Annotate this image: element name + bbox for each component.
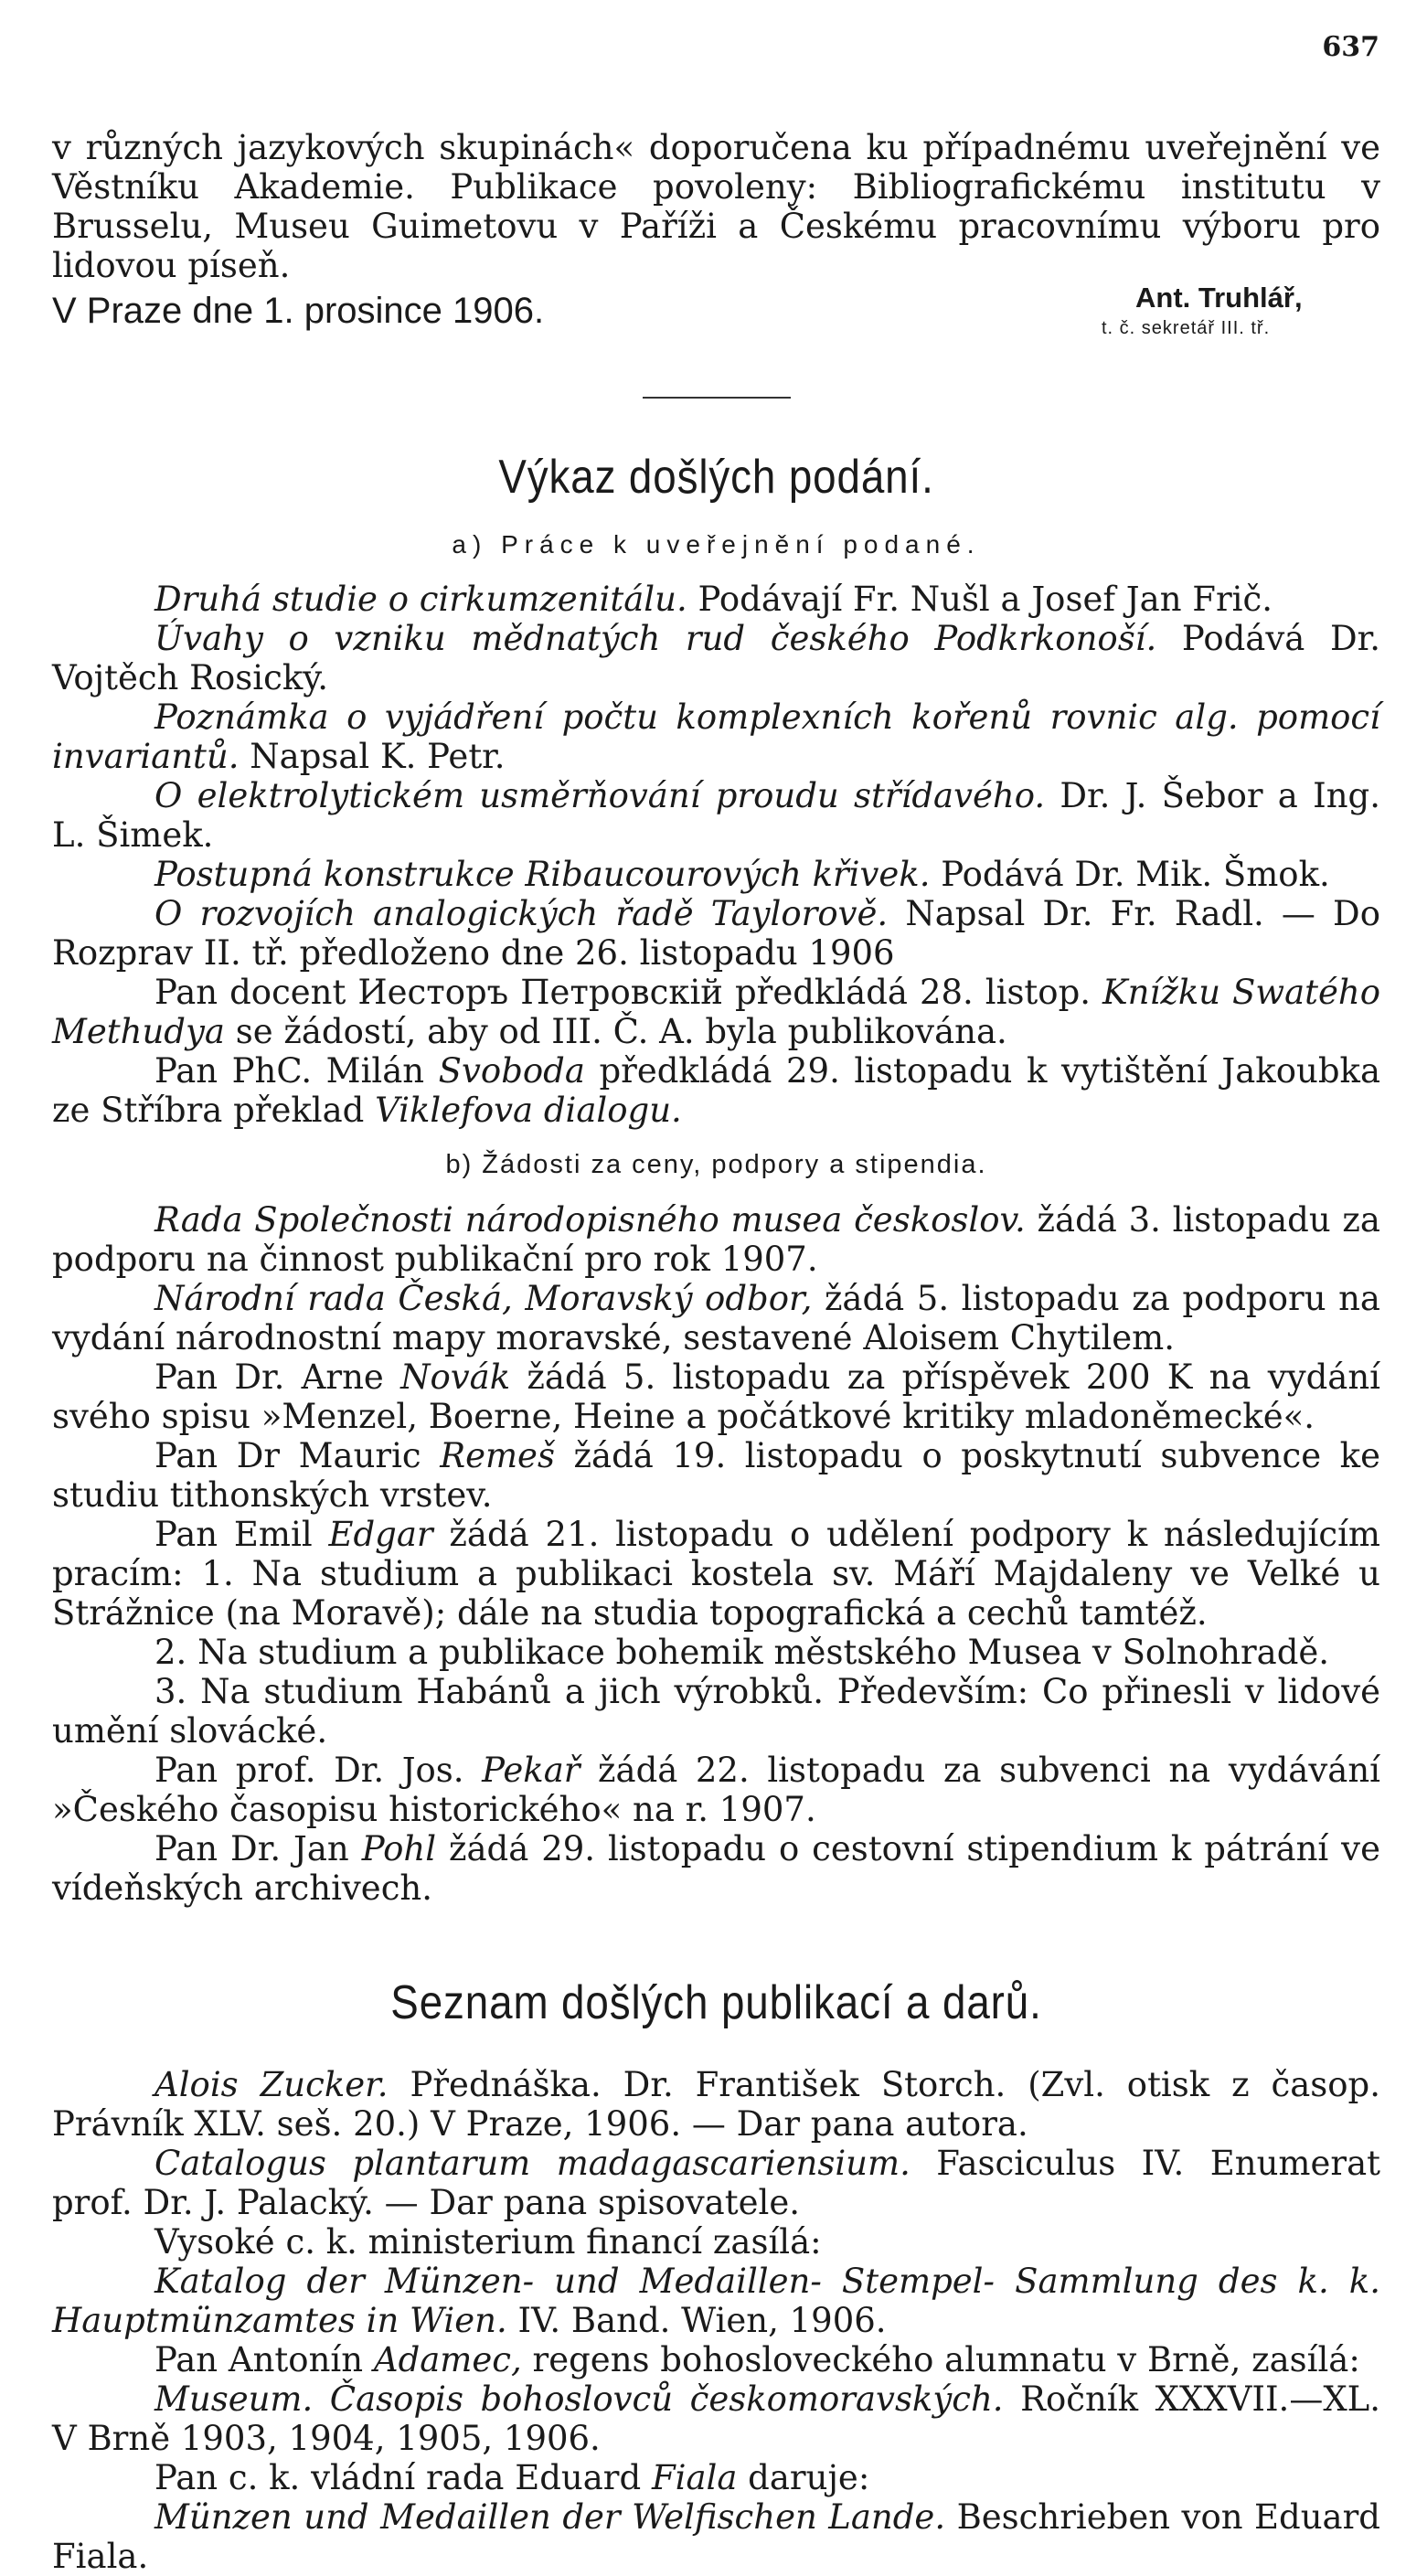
list-item: Pan PhC. Milán Svoboda předkládá 29. listopadu k vytištění Jakoubka ze Stříbra překlad Viklefova dialogu. xyxy=(52,1051,1380,1130)
list-item: Národní rada Česká, Moravský odbor, žádá 5. listopadu za podporu na vydání národnostní mapy moravské, sestavené Aloisem Chytilem. xyxy=(52,1279,1380,1357)
list-item: Druhá studie o cirkumzenitálu. Podávají Fr. Nušl a Josef Jan Frič. xyxy=(154,580,1273,619)
content-column xyxy=(52,128,1380,2576)
list-item: 3. Na studium Habánů a jich výrobků. Především: Co přinesli v lidové umění slovácké. xyxy=(52,1672,1380,1751)
section-title-seznam: Seznam došlých publikací a darů. xyxy=(390,1976,1042,2029)
list-item: Catalogus plantarum madagascariensium. Fasciculus IV. Enumerat prof. Dr. J. Palacký. — Dar pana spisovatele. xyxy=(52,2144,1381,2222)
list-item: O rozvojích analogických řadě Taylorově. Napsal Dr. Fr. Radl. — Do Rozprav II. tř. předloženo dne 26. listopadu 1906 xyxy=(52,894,1380,973)
list-item: Vysoké c. k. ministerium financí zasílá: xyxy=(154,2222,822,2262)
list-item: Pan Dr. Jan Pohl žádá 29. listopadu o cestovní stipendium k pátrání ve vídeňských archivech. xyxy=(52,1829,1380,1908)
subsection-title-b: b) Žádosti za ceny, podpory a stipendia. xyxy=(445,1150,987,1179)
list-item: Pan c. k. vládní rada Eduard Fiala daruje: xyxy=(154,2458,870,2497)
list-item: Rada Společnosti národopisného musea českoslov. žádá 3. listopadu za podporu na činnost publikační pro rok 1907. xyxy=(52,1200,1380,1279)
list-item: Pan Dr Mauric Remeš žádá 19. listopadu o poskytnutí subvence ke studiu tithonských vrstev. xyxy=(52,1436,1381,1515)
list-item: Katalog der Münzen- und Medaillen- Stempel- Sammlung des k. k. Hauptmünzamtes in Wien. IV. Band. Wien, 1906. xyxy=(52,2262,1380,2340)
list-item: 2. Na studium a publikace bohemik městského Musea v Solnohradě. xyxy=(154,1633,1330,1672)
list-item: Pan Dr. Arne Novák žádá 5. listopadu za příspěvek 200 K na vydání svého spisu »Menzel, Boerne, Heine a počátkové kritiky mladoněmecké«. xyxy=(52,1357,1380,1436)
list-item: Münzen und Medaillen der Welfischen Lande. Beschrieben von Eduard Fiala. xyxy=(52,2497,1380,2576)
list-item: Poznámka o vyjádření počtu komplexních kořenů rovnic alg. pomocí invariantů. Napsal K. Petr. xyxy=(52,697,1380,776)
list-item: Pan prof. Dr. Jos. Pekař žádá 22. listopadu za subvenci na vydávání »Českého časopisu historického« na r. 1907. xyxy=(52,1751,1380,1829)
intro-paragraph: v různých jazykových skupinách« doporučena ku případnému uveřejnění ve Věstníku Akademie. Publikace povoleny: Bibliografickému institutu v Brusselu, Museu Guimetovu v Paříži a Českému pracovnímu výboru pro lidovou píseň. xyxy=(52,128,1380,285)
list-item: Úvahy o vzniku mědnatých rud českého Podkrkonoší. Podává Dr. Vojtěch Rosický. xyxy=(52,619,1380,697)
list-item: Alois Zucker. Přednáška. Dr. František Storch. (Zvl. otisk z časop. Právník XLV. seš. 20.) V Praze, 1906. — Dar pana autora. xyxy=(52,2065,1381,2144)
signature-date: V Praze dne 1. prosince 1906. xyxy=(52,291,545,331)
list-item: Postupná konstrukce Ribaucourových křivek. Podává Dr. Mik. Šmok. xyxy=(154,855,1330,894)
list-item: Pan Antonín Adamec, regens bohosloveckého alumnatu v Brně, zasílá: xyxy=(154,2340,1360,2379)
signature-block xyxy=(52,282,1380,346)
subsection-title-a: a) Práce k uveřejnění podané. xyxy=(452,530,981,559)
page-number: 637 xyxy=(1322,31,1379,63)
list-item: Pan docent Иесторъ Петровскій předkládá 28. listop. Knížku Swatého Methudya se žádostí, aby od III. Č. A. byla publikována. xyxy=(52,973,1380,1051)
signature-role: t. č. sekretář III. tř. xyxy=(1102,318,1271,338)
list-item: O elektrolytickém usměrňování proudu střídavého. Dr. J. Šebor a Ing. L. Šimek. xyxy=(52,776,1380,855)
section-title-vykaz: Výkaz došlých podání. xyxy=(498,451,934,504)
list-item: Pan Emil Edgar žádá 21. listopadu o udělení podpory k následujícím pracím: 1. Na studium a publikaci kostela sv. Máří Majdaleny ve Velké u Strážnice (na Moravě); dále na studia topografická a cechů tamtéž. xyxy=(52,1515,1380,1633)
signature-name: Ant. Truhlář, xyxy=(1135,282,1303,314)
list-item: Museum. Časopis bohoslovců českomoravských. Ročník XXXVII.—XL. V Brně 1903, 1904, 1905, 1906. xyxy=(52,2379,1380,2458)
